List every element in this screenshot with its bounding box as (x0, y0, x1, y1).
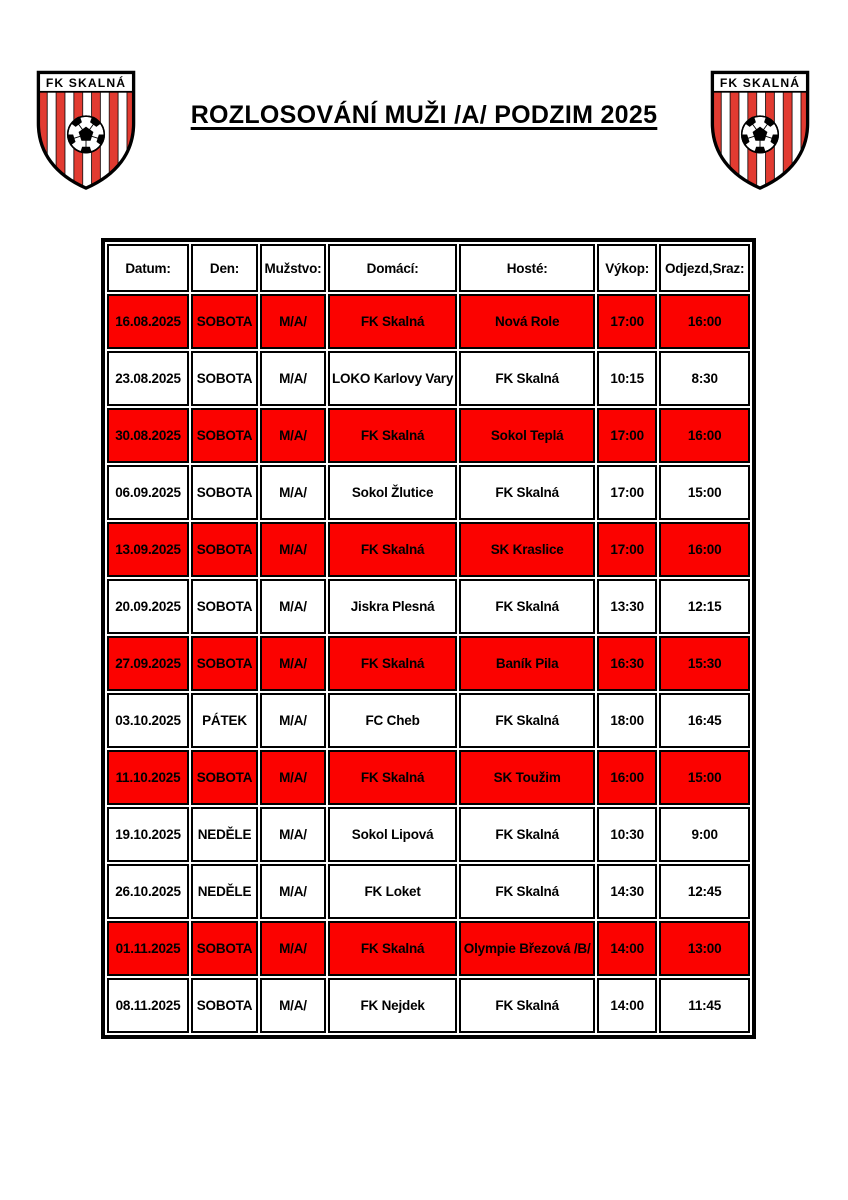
cell-odjezd_sraz: 16:45 (659, 693, 750, 748)
cell-hoste: FK Skalná (459, 351, 595, 406)
match-row (107, 636, 750, 691)
cell-hoste: FK Skalná (459, 807, 595, 862)
cell-datum: 08.11.2025 (107, 978, 189, 1033)
cell-domaci: Sokol Žlutice (328, 465, 457, 520)
cell-vykop: 14:30 (597, 864, 657, 919)
cell-den: NEDĚLE (191, 864, 258, 919)
cell-vykop: 17:00 (597, 408, 657, 463)
column-header: Domácí: (328, 244, 457, 292)
cell-den: SOBOTA (191, 579, 258, 634)
cell-vykop: 14:00 (597, 978, 657, 1033)
cell-den: PÁTEK (191, 693, 258, 748)
cell-datum: 06.09.2025 (107, 465, 189, 520)
cell-den: SOBOTA (191, 294, 258, 349)
cell-domaci: LOKO Karlovy Vary (328, 351, 457, 406)
cell-muzstvo: M/A/ (260, 351, 326, 406)
cell-hoste: Nová Role (459, 294, 595, 349)
cell-domaci: FK Skalná (328, 294, 457, 349)
cell-hoste: Baník Pila (459, 636, 595, 691)
cell-den: SOBOTA (191, 921, 258, 976)
column-header: Hosté: (459, 244, 595, 292)
cell-hoste: FK Skalná (459, 864, 595, 919)
cell-odjezd_sraz: 11:45 (659, 978, 750, 1033)
cell-datum: 27.09.2025 (107, 636, 189, 691)
cell-domaci: FK Loket (328, 864, 457, 919)
cell-hoste: Olympie Březová /B/ (459, 921, 595, 976)
cell-datum: 11.10.2025 (107, 750, 189, 805)
cell-vykop: 17:00 (597, 465, 657, 520)
column-header: Den: (191, 244, 258, 292)
cell-datum: 03.10.2025 (107, 693, 189, 748)
column-header: Výkop: (597, 244, 657, 292)
cell-vykop: 16:00 (597, 750, 657, 805)
match-row (107, 579, 750, 634)
crest-club-name: FK SKALNÁ (45, 75, 127, 90)
column-header: Datum: (107, 244, 189, 292)
cell-domaci: FK Skalná (328, 921, 457, 976)
cell-muzstvo: M/A/ (260, 978, 326, 1033)
cell-vykop: 17:00 (597, 294, 657, 349)
cell-domaci: Sokol Lipová (328, 807, 457, 862)
cell-datum: 23.08.2025 (107, 351, 189, 406)
schedule-table-body (107, 294, 750, 1033)
cell-datum: 26.10.2025 (107, 864, 189, 919)
cell-domaci: FC Cheb (328, 693, 457, 748)
cell-den: SOBOTA (191, 465, 258, 520)
column-header: Odjezd,Sraz: (659, 244, 750, 292)
cell-odjezd_sraz: 13:00 (659, 921, 750, 976)
match-row (107, 408, 750, 463)
cell-vykop: 10:30 (597, 807, 657, 862)
cell-den: SOBOTA (191, 636, 258, 691)
match-row (107, 294, 750, 349)
cell-muzstvo: M/A/ (260, 522, 326, 577)
match-row (107, 807, 750, 862)
cell-vykop: 13:30 (597, 579, 657, 634)
cell-den: NEDĚLE (191, 807, 258, 862)
cell-muzstvo: M/A/ (260, 807, 326, 862)
match-row (107, 750, 750, 805)
cell-datum: 16.08.2025 (107, 294, 189, 349)
cell-vykop: 14:00 (597, 921, 657, 976)
match-row (107, 978, 750, 1033)
cell-hoste: Sokol Teplá (459, 408, 595, 463)
cell-odjezd_sraz: 16:00 (659, 408, 750, 463)
cell-domaci: FK Skalná (328, 408, 457, 463)
cell-vykop: 16:30 (597, 636, 657, 691)
cell-odjezd_sraz: 8:30 (659, 351, 750, 406)
cell-odjezd_sraz: 9:00 (659, 807, 750, 862)
cell-datum: 30.08.2025 (107, 408, 189, 463)
cell-muzstvo: M/A/ (260, 693, 326, 748)
cell-vykop: 18:00 (597, 693, 657, 748)
cell-den: SOBOTA (191, 408, 258, 463)
cell-vykop: 10:15 (597, 351, 657, 406)
schedule-table (101, 238, 756, 1039)
match-row (107, 864, 750, 919)
cell-muzstvo: M/A/ (260, 750, 326, 805)
schedule-header-row (107, 244, 750, 292)
cell-domaci: FK Skalná (328, 636, 457, 691)
match-row (107, 693, 750, 748)
cell-hoste: FK Skalná (459, 465, 595, 520)
cell-datum: 19.10.2025 (107, 807, 189, 862)
cell-datum: 13.09.2025 (107, 522, 189, 577)
cell-hoste: FK Skalná (459, 693, 595, 748)
cell-den: SOBOTA (191, 522, 258, 577)
cell-hoste: SK Toužim (459, 750, 595, 805)
cell-vykop: 17:00 (597, 522, 657, 577)
match-row (107, 522, 750, 577)
cell-hoste: SK Kraslice (459, 522, 595, 577)
cell-muzstvo: M/A/ (260, 408, 326, 463)
cell-domaci: FK Skalná (328, 522, 457, 577)
cell-datum: 01.11.2025 (107, 921, 189, 976)
page-title: ROZLOSOVÁNÍ MUŽI /A/ PODZIM 2025 (190, 101, 658, 129)
column-header: Mužstvo: (260, 244, 326, 292)
cell-odjezd_sraz: 16:00 (659, 294, 750, 349)
cell-domaci: Jiskra Plesná (328, 579, 457, 634)
cell-muzstvo: M/A/ (260, 294, 326, 349)
cell-den: SOBOTA (191, 351, 258, 406)
cell-muzstvo: M/A/ (260, 579, 326, 634)
cell-odjezd_sraz: 15:00 (659, 750, 750, 805)
cell-den: SOBOTA (191, 978, 258, 1033)
cell-odjezd_sraz: 15:30 (659, 636, 750, 691)
cell-odjezd_sraz: 15:00 (659, 465, 750, 520)
cell-odjezd_sraz: 12:15 (659, 579, 750, 634)
cell-domaci: FK Nejdek (328, 978, 457, 1033)
cell-hoste: FK Skalná (459, 978, 595, 1033)
cell-odjezd_sraz: 16:00 (659, 522, 750, 577)
cell-hoste: FK Skalná (459, 579, 595, 634)
cell-muzstvo: M/A/ (260, 921, 326, 976)
match-row (107, 921, 750, 976)
cell-odjezd_sraz: 12:45 (659, 864, 750, 919)
cell-muzstvo: M/A/ (260, 636, 326, 691)
cell-domaci: FK Skalná (328, 750, 457, 805)
cell-muzstvo: M/A/ (260, 864, 326, 919)
cell-datum: 20.09.2025 (107, 579, 189, 634)
match-row (107, 465, 750, 520)
cell-muzstvo: M/A/ (260, 465, 326, 520)
crest-club-name: FK SKALNÁ (719, 75, 801, 90)
club-crest-right (704, 68, 816, 192)
schedule-table-wrap (101, 238, 756, 1039)
cell-den: SOBOTA (191, 750, 258, 805)
match-row (107, 351, 750, 406)
club-crest-left (30, 68, 142, 192)
